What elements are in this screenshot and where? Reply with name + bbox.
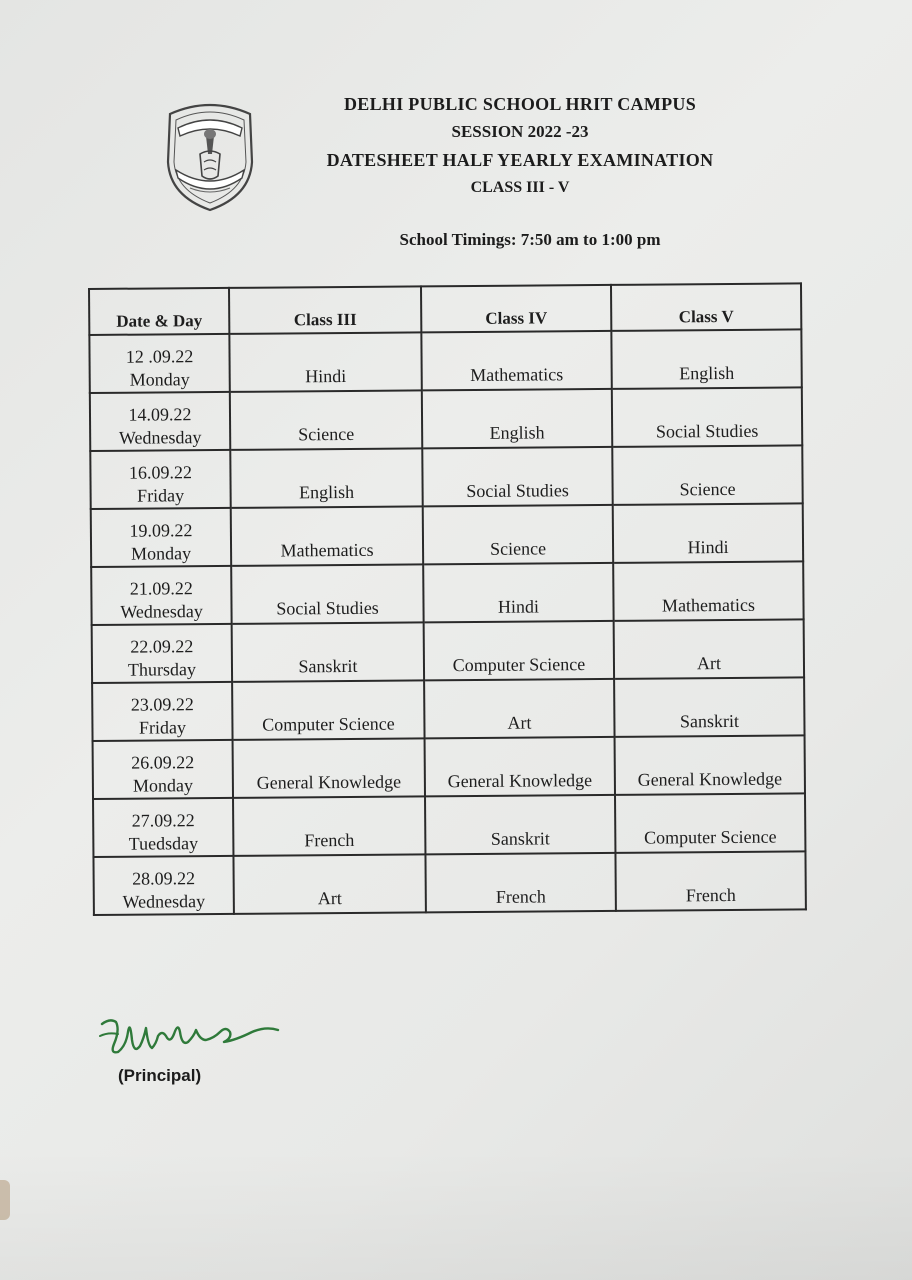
- exam-day: Tuedsday: [128, 833, 199, 854]
- class-range: CLASS III - V: [470, 179, 570, 196]
- exam-date: 22.09.22: [130, 636, 194, 657]
- class-v-subject: General Knowledge: [615, 735, 805, 794]
- class-iv-subject: French: [425, 853, 615, 912]
- table-row: [93, 793, 805, 857]
- class-iii-subject: General Knowledge: [233, 738, 425, 798]
- class-iv-subject: Mathematics: [421, 331, 611, 390]
- date-day-cell: [93, 856, 233, 915]
- principal-signature: [96, 1010, 296, 1070]
- school-name: DELHI PUBLIC SCHOOL HRIT CAMPUS: [343, 94, 697, 114]
- table-row: [93, 735, 805, 799]
- class-iv-subject: Hindi: [423, 563, 613, 622]
- date-day-cell: [93, 740, 233, 799]
- table-row: [90, 445, 802, 509]
- date-day-cell: [92, 682, 232, 741]
- class-iii-subject: Hindi: [229, 332, 421, 392]
- header-class-iv: Class IV: [421, 285, 611, 332]
- datesheet-table-wrapper: [88, 282, 805, 916]
- class-iii-subject: Computer Science: [232, 680, 424, 740]
- class-v-subject: Sanskrit: [614, 677, 804, 736]
- exam-date: 26.09.22: [131, 752, 195, 773]
- date-day-cell: [92, 624, 232, 683]
- exam-date: 27.09.22: [131, 810, 195, 831]
- class-iv-subject: Science: [423, 505, 613, 564]
- class-iii-subject: Social Studies: [231, 564, 423, 624]
- exam-title: DATESHEET HALF YEARLY EXAMINATION: [326, 150, 714, 170]
- class-v-subject: Mathematics: [613, 561, 803, 620]
- class-iv-subject: Art: [424, 679, 614, 738]
- table-row: [90, 387, 802, 451]
- class-v-subject: English: [611, 329, 801, 388]
- exam-day: Wednesday: [122, 891, 206, 912]
- class-iii-subject: Science: [230, 390, 422, 450]
- class-v-subject: French: [615, 851, 805, 910]
- exam-day: Monday: [132, 775, 193, 796]
- table-header-row: [89, 283, 801, 335]
- datesheet-table: [88, 282, 807, 916]
- header-date-day: Date & Day: [89, 288, 229, 335]
- class-v-subject: Art: [614, 619, 804, 678]
- exam-day: Thursday: [127, 659, 197, 680]
- exam-date: 12 .09.22: [125, 346, 194, 367]
- exam-date: 16.09.22: [128, 462, 193, 483]
- class-iii-subject: French: [233, 796, 425, 856]
- class-iv-subject: English: [422, 389, 612, 448]
- session-line: SESSION 2022 -23: [451, 122, 589, 141]
- date-day-cell: [91, 508, 231, 567]
- date-day-cell: [90, 450, 230, 509]
- exam-day: Monday: [131, 543, 192, 564]
- exam-date: 28.09.22: [132, 868, 196, 889]
- class-iv-subject: Computer Science: [424, 621, 614, 680]
- class-v-subject: Hindi: [613, 503, 803, 562]
- exam-date: 21.09.22: [129, 578, 193, 599]
- class-iv-subject: Sanskrit: [425, 795, 615, 854]
- table-row: [89, 329, 801, 393]
- date-day-cell: [93, 798, 233, 857]
- document-header: [270, 90, 770, 202]
- class-iii-subject: Art: [233, 854, 425, 914]
- class-v-subject: Social Studies: [612, 387, 802, 446]
- table-row: [91, 503, 803, 567]
- class-v-subject: Science: [612, 445, 802, 504]
- table-row: [92, 677, 804, 741]
- class-iv-subject: Social Studies: [422, 447, 612, 506]
- exam-day: Wednesday: [118, 427, 202, 448]
- class-v-subject: Computer Science: [615, 793, 805, 852]
- exam-date: 14.09.22: [128, 404, 192, 425]
- table-row: [92, 619, 804, 683]
- class-iii-subject: English: [230, 448, 422, 508]
- date-day-cell: [90, 392, 230, 451]
- table-row: [91, 561, 803, 625]
- class-iii-subject: Sanskrit: [232, 622, 424, 682]
- date-day-cell: [91, 566, 231, 625]
- class-iv-subject: General Knowledge: [425, 737, 615, 796]
- exam-day: Friday: [138, 717, 187, 738]
- school-timings: School Timings: 7:50 am to 1:00 pm: [399, 230, 661, 249]
- table-row: [93, 851, 805, 915]
- paper-shadow: [0, 1150, 912, 1280]
- exam-day: Monday: [129, 369, 190, 390]
- school-crest-logo: [160, 92, 260, 214]
- exam-date: 23.09.22: [130, 694, 194, 715]
- header-class-iii: Class III: [229, 286, 421, 334]
- exam-day: Friday: [137, 485, 185, 506]
- principal-label: (Principal): [118, 1066, 202, 1085]
- date-day-cell: [89, 334, 229, 393]
- exam-date: 19.09.22: [129, 520, 193, 541]
- class-iii-subject: Mathematics: [231, 506, 423, 566]
- header-class-v: Class V: [611, 283, 801, 330]
- exam-day: Wednesday: [120, 601, 203, 622]
- edge-smudge: [0, 1180, 10, 1220]
